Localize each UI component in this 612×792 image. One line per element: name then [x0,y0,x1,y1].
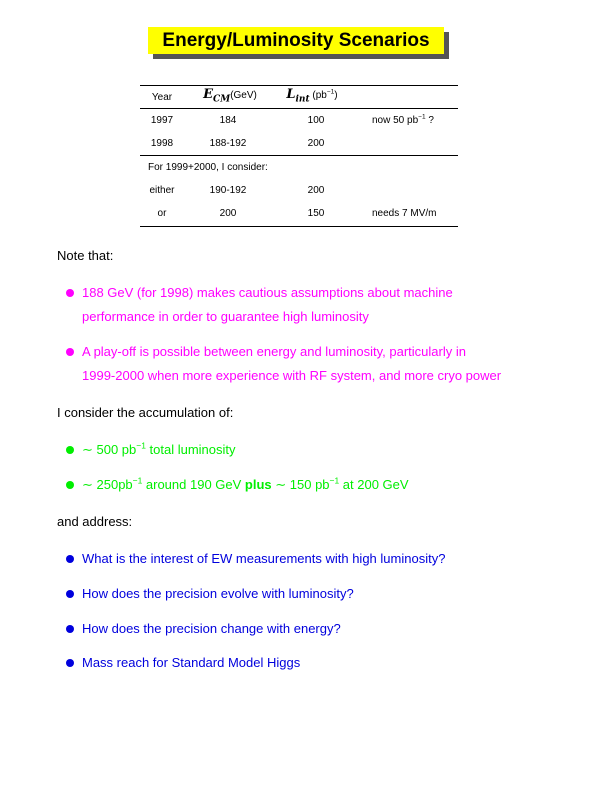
table-rule [140,85,458,86]
cell-lint: 100 [307,115,325,126]
bullet-text: What is the interest of EW measurements with high luminosity? [82,551,446,566]
bullet-text: performance in order to guarantee high luminosity [82,309,369,324]
slide-title: Energy/Luminosity Scenarios [148,27,444,54]
bullet-icon [66,625,74,633]
cell-note: now 50 $pb^{-1}$ ? [372,113,434,126]
cell-ecm: 200 [219,208,237,219]
address-label: and address: [57,514,133,529]
bullet-text: ∼ 500 $pb^{-1}$ total luminosity [82,440,236,457]
cell-note: needs 7 MV/m [372,208,437,219]
consider-label: I consider the accumulation of: [57,405,234,420]
cell-year: 1997 [150,115,174,126]
bullet-text: How does the precision evolve with luminosity? [82,586,354,601]
bullet-text: A play-off is possible between energy and luminosity, particularly in [82,344,466,359]
table-rule [140,108,458,109]
cell-ecm: 190-192 [209,185,247,196]
bullet-icon [66,555,74,563]
cell-lint: 200 [307,185,325,196]
header-ecm: $E_{CM}(GeV)$ [203,87,257,105]
bullet-text: How does the precision change with energy? [82,621,341,636]
table-rule [140,226,458,227]
header-lint: $L_{int}$ $(pb^{-1})$ [286,87,338,105]
bullet-text: 1999-2000 when more experience with RF system, and more cryo power [82,368,502,383]
bullet-text: ∼ $250pb^{-1}$ around 190 GeV plus ∼ 150 $pb^{-1}$ at 200 GeV [82,475,409,492]
bullet-icon [66,481,74,489]
cell-ecm: 188-192 [209,138,247,149]
bullet-text: Mass reach for Standard Model Higgs [82,655,301,670]
bullet-text: 188 GeV (for 1998) makes cautious assumptions about machine [82,285,453,300]
table-section: For 1999+2000, I consider: [148,162,268,173]
cell-year: either [149,185,175,196]
table-rule [140,155,458,156]
bullet-icon [66,446,74,454]
cell-lint: 200 [307,138,325,149]
header-year: Year [151,92,173,103]
cell-ecm: 184 [219,115,237,126]
bullet-icon [66,590,74,598]
bullet-icon [66,289,74,297]
cell-year: or [157,208,167,219]
bullet-icon [66,348,74,356]
cell-lint: 150 [307,208,325,219]
bullet-icon [66,659,74,667]
note-that-label: Note that: [57,248,114,263]
cell-year: 1998 [150,138,174,149]
